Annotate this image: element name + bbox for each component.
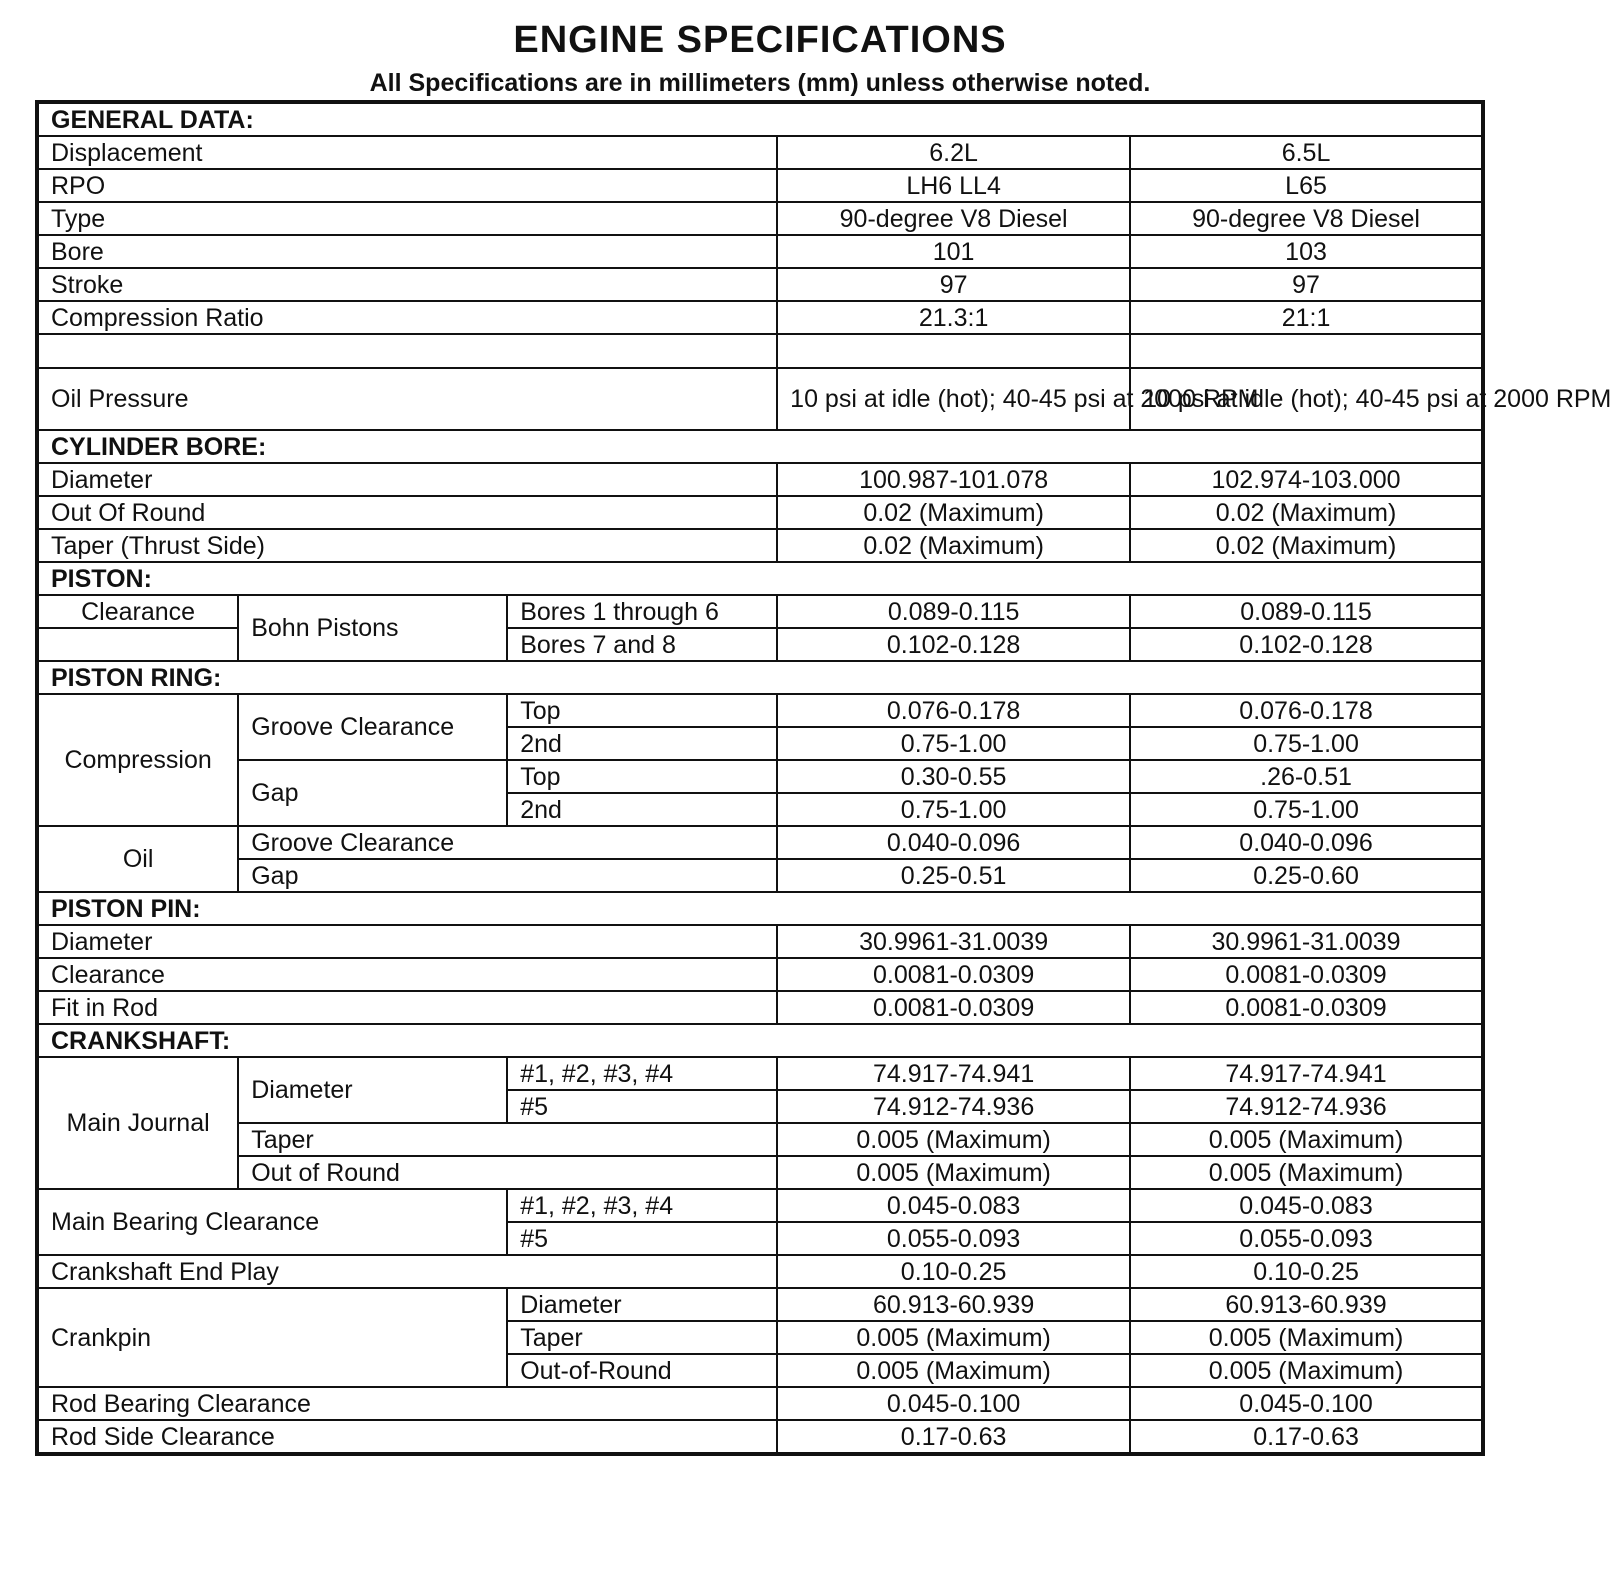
table-row [37, 169, 1483, 202]
table-row [37, 925, 1483, 958]
diameter-label: Diameter [238, 1057, 507, 1123]
value-6-5l: 0.02 (Maximum) [1130, 496, 1483, 529]
value-6-2l: 60.913-60.939 [777, 1288, 1130, 1321]
row-label: Taper [507, 1321, 777, 1354]
value-6-2l: 0.02 (Maximum) [777, 529, 1130, 562]
row-label: Out of Round [238, 1156, 777, 1189]
row-label: RPO [37, 169, 777, 202]
section-heading: PISTON PIN: [37, 892, 1483, 925]
blank-cell [37, 334, 777, 368]
main-journal-label: Main Journal [37, 1057, 238, 1189]
row-label: Out Of Round [37, 496, 777, 529]
page-title: ENGINE SPECIFICATIONS [513, 19, 1007, 61]
value-6-2l: 30.9961-31.0039 [777, 925, 1130, 958]
value-6-5l: 0.17-0.63 [1130, 1420, 1483, 1454]
value-6-2l: 6.2L [777, 136, 1130, 169]
row-label: Fit in Rod [37, 991, 777, 1024]
row-label: Out-of-Round [507, 1354, 777, 1387]
row-label: #1, #2, #3, #4 [507, 1057, 777, 1090]
table-row [37, 1189, 1483, 1222]
table-row [37, 694, 1483, 727]
table-row [37, 1387, 1483, 1420]
row-label: Compression Ratio [37, 301, 777, 334]
table-row [37, 496, 1483, 529]
oil-ring-label: Oil [37, 826, 238, 892]
blank-cell [777, 334, 1130, 368]
row-label: Diameter [37, 925, 777, 958]
value-6-5l: L65 [1130, 169, 1483, 202]
value-6-5l: 10 psi at idle (hot); 40-45 psi at 2000 RPM [1130, 368, 1483, 430]
table-row [37, 958, 1483, 991]
value-6-5l: 0.0081-0.0309 [1130, 991, 1483, 1024]
value-6-5l: 0.089-0.115 [1130, 595, 1483, 628]
value-6-5l: 6.5L [1130, 136, 1483, 169]
row-label: #5 [507, 1222, 777, 1255]
piston-clearance-label: Clearance [37, 595, 238, 628]
value-6-2l: 0.75-1.00 [777, 727, 1130, 760]
section-general [37, 102, 1483, 136]
row-label: Gap [238, 859, 777, 892]
engine-spec-table [35, 100, 1611, 1456]
row-label: Bores 1 through 6 [507, 595, 777, 628]
blank-cell [1130, 334, 1483, 368]
table-row [37, 301, 1483, 334]
value-6-5l: 0.045-0.100 [1130, 1387, 1483, 1420]
row-label: #1, #2, #3, #4 [507, 1189, 777, 1222]
table-row [37, 136, 1483, 169]
row-label: Top [507, 694, 777, 727]
table-row [37, 1288, 1483, 1321]
table-row [37, 463, 1483, 496]
value-6-5l: 0.005 (Maximum) [1130, 1123, 1483, 1156]
value-6-2l: 90-degree V8 Diesel [777, 202, 1130, 235]
row-label: 2nd [507, 727, 777, 760]
value-6-2l: 74.917-74.941 [777, 1057, 1130, 1090]
row-label: Oil Pressure [37, 368, 777, 430]
value-6-2l: 0.045-0.083 [777, 1189, 1130, 1222]
row-label: Bore [37, 235, 777, 268]
row-label: Groove Clearance [238, 826, 777, 859]
value-6-2l: 0.045-0.100 [777, 1387, 1130, 1420]
row-label: Displacement [37, 136, 777, 169]
value-6-2l: 0.005 (Maximum) [777, 1123, 1130, 1156]
blank-row [37, 334, 1483, 368]
row-label: Diameter [507, 1288, 777, 1321]
value-6-2l: 74.912-74.936 [777, 1090, 1130, 1123]
value-6-5l: 0.045-0.083 [1130, 1189, 1483, 1222]
table-row [37, 235, 1483, 268]
value-6-2l: 0.75-1.00 [777, 793, 1130, 826]
gap-label: Gap [238, 760, 507, 826]
row-label: Stroke [37, 268, 777, 301]
section-piston-ring [37, 661, 1483, 694]
table-row [37, 368, 1483, 430]
value-6-2l: 97 [777, 268, 1130, 301]
row-label: Top [507, 760, 777, 793]
value-6-5l: 0.040-0.096 [1130, 826, 1483, 859]
section-heading: CRANKSHAFT: [37, 1024, 1483, 1057]
table-row [37, 202, 1483, 235]
value-6-5l: 0.005 (Maximum) [1130, 1156, 1483, 1189]
value-6-2l: 0.102-0.128 [777, 628, 1130, 661]
table-row [37, 991, 1483, 1024]
value-6-2l: 100.987-101.078 [777, 463, 1130, 496]
row-label: Bores 7 and 8 [507, 628, 777, 661]
value-6-5l: 0.75-1.00 [1130, 727, 1483, 760]
value-6-2l: 0.005 (Maximum) [777, 1156, 1130, 1189]
page-subtitle: All Specifications are in millimeters (mm) unless otherwise noted. [369, 69, 1151, 97]
section-piston [37, 562, 1483, 595]
value-6-2l: 0.25-0.51 [777, 859, 1130, 892]
crankpin-label: Crankpin [37, 1288, 507, 1387]
value-6-5l: 74.917-74.941 [1130, 1057, 1483, 1090]
compression-ring-label: Compression [37, 694, 238, 826]
value-6-2l: 0.10-0.25 [777, 1255, 1130, 1288]
value-6-2l: 0.17-0.63 [777, 1420, 1130, 1454]
table-row [37, 268, 1483, 301]
value-6-2l: 0.005 (Maximum) [777, 1321, 1130, 1354]
row-label: Type [37, 202, 777, 235]
section-heading: GENERAL DATA: [37, 102, 1483, 136]
value-6-2l: 0.089-0.115 [777, 595, 1130, 628]
row-label: Crankshaft End Play [37, 1255, 777, 1288]
table-row [37, 1420, 1483, 1454]
table-row [37, 1057, 1483, 1090]
section-heading: PISTON RING: [37, 661, 1483, 694]
row-label: Diameter [37, 463, 777, 496]
section-piston-pin [37, 892, 1483, 925]
value-6-5l: 0.076-0.178 [1130, 694, 1483, 727]
value-6-2l: 0.0081-0.0309 [777, 958, 1130, 991]
table-row [37, 859, 1483, 892]
table-row [37, 595, 1483, 628]
row-label: 2nd [507, 793, 777, 826]
row-label: #5 [507, 1090, 777, 1123]
value-6-2l: 10 psi at idle (hot); 40-45 psi at 2000 RPM [777, 368, 1130, 430]
table-row [37, 529, 1483, 562]
blank-cell [37, 628, 238, 661]
table-row [37, 1123, 1483, 1156]
value-6-5l: 102.974-103.000 [1130, 463, 1483, 496]
value-6-5l: 30.9961-31.0039 [1130, 925, 1483, 958]
value-6-5l: 74.912-74.936 [1130, 1090, 1483, 1123]
value-6-5l: 97 [1130, 268, 1483, 301]
value-6-2l: LH6 LL4 [777, 169, 1130, 202]
value-6-5l: 0.0081-0.0309 [1130, 958, 1483, 991]
value-6-5l: 103 [1130, 235, 1483, 268]
section-crankshaft [37, 1024, 1483, 1057]
value-6-5l: 0.02 (Maximum) [1130, 529, 1483, 562]
value-6-5l: 60.913-60.939 [1130, 1288, 1483, 1321]
section-cylinder-bore [37, 430, 1483, 463]
value-6-2l: 0.02 (Maximum) [777, 496, 1130, 529]
row-label: Rod Side Clearance [37, 1420, 777, 1454]
value-6-5l: 0.102-0.128 [1130, 628, 1483, 661]
value-6-2l: 0.040-0.096 [777, 826, 1130, 859]
table-row [37, 1156, 1483, 1189]
value-6-5l: 0.10-0.25 [1130, 1255, 1483, 1288]
value-6-5l: 90-degree V8 Diesel [1130, 202, 1483, 235]
value-6-5l: .26-0.51 [1130, 760, 1483, 793]
value-6-5l: 0.75-1.00 [1130, 793, 1483, 826]
value-6-5l: 0.25-0.60 [1130, 859, 1483, 892]
value-6-5l: 0.005 (Maximum) [1130, 1354, 1483, 1387]
value-6-5l: 0.055-0.093 [1130, 1222, 1483, 1255]
row-label: Rod Bearing Clearance [37, 1387, 777, 1420]
value-6-5l: 21:1 [1130, 301, 1483, 334]
value-6-2l: 0.055-0.093 [777, 1222, 1130, 1255]
table-row [37, 826, 1483, 859]
bohn-pistons-label: Bohn Pistons [238, 595, 507, 661]
table-row [37, 760, 1483, 793]
table-row [37, 1255, 1483, 1288]
section-heading: CYLINDER BORE: [37, 430, 1483, 463]
value-6-2l: 0.005 (Maximum) [777, 1354, 1130, 1387]
value-6-2l: 101 [777, 235, 1130, 268]
value-6-2l: 0.0081-0.0309 [777, 991, 1130, 1024]
row-label: Clearance [37, 958, 777, 991]
row-label: Taper (Thrust Side) [37, 529, 777, 562]
section-heading: PISTON: [37, 562, 1483, 595]
main-bearing-clearance-label: Main Bearing Clearance [37, 1189, 507, 1255]
value-6-5l: 0.005 (Maximum) [1130, 1321, 1483, 1354]
value-6-2l: 0.076-0.178 [777, 694, 1130, 727]
value-6-2l: 0.30-0.55 [777, 760, 1130, 793]
groove-clearance-label: Groove Clearance [238, 694, 507, 760]
value-6-2l: 21.3:1 [777, 301, 1130, 334]
row-label: Taper [238, 1123, 777, 1156]
